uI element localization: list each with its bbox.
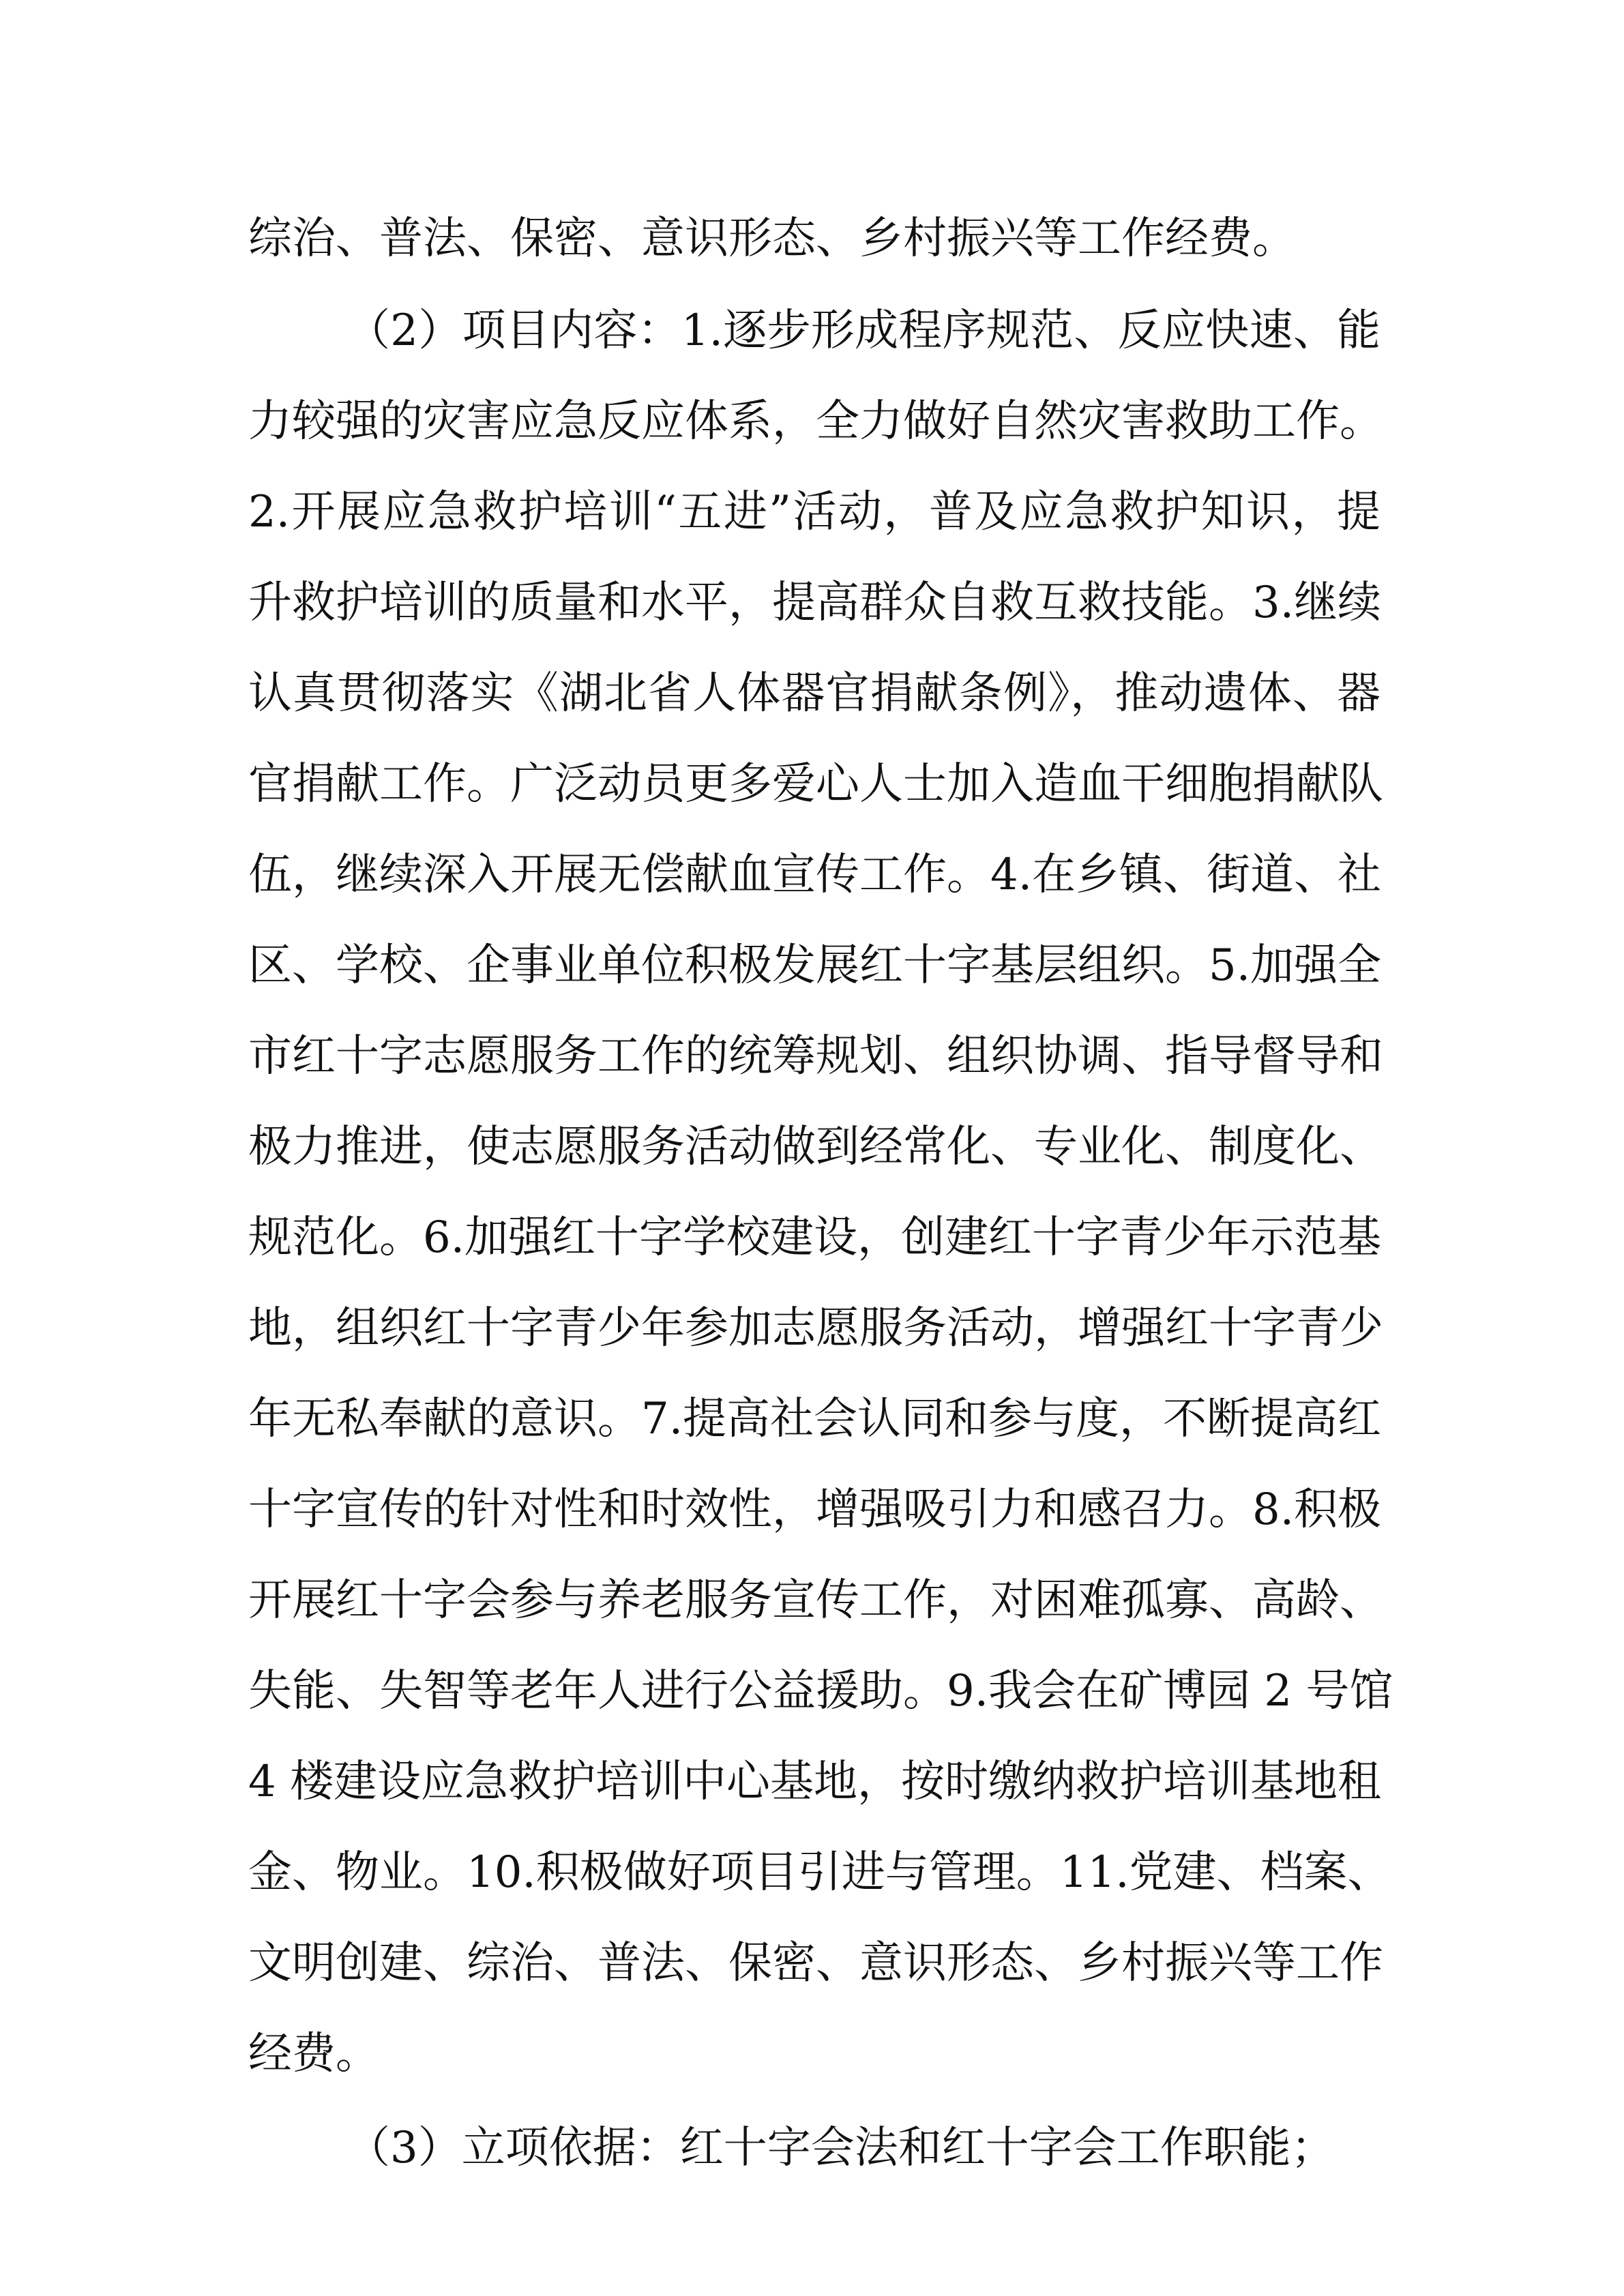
text-line: 升救护培训的质量和水平，提高群众自救互救技能。3.继续 [248, 578, 1382, 628]
paragraph-line: （3）立项依据：红十字会法和红十字会工作职能； [346, 2123, 1335, 2173]
text-line: 综治、普法、保密、意识形态、乡村振兴等工作经费。 [248, 213, 1296, 264]
text-line: 地，组织红十字青少年参加志愿服务活动，增强红十字青少 [248, 1303, 1383, 1354]
text-line: 力较强的灾害应急反应体系，全力做好自然灾害救助工作。 [248, 396, 1383, 447]
text-line: 年无私奉献的意识。7.提高社会认同和参与度，不断提高红 [248, 1394, 1382, 1444]
text-line: 金、物业。10.积极做好项目引进与管理。11.党建、档案、 [248, 1847, 1391, 1898]
text-line: 官捐献工作。广泛动员更多爱心人士加入造血干细胞捐献队 [248, 759, 1383, 809]
text-line: 伍，继续深入开展无偿献血宣传工作。4.在乡镇、街道、社 [248, 850, 1382, 900]
text-line: 规范化。6.加强红十字学校建设，创建红十字青少年示范基 [248, 1212, 1382, 1263]
text-line: 开展红十字会参与养老服务宣传工作，对困难孤寡、高龄、 [248, 1575, 1383, 1626]
text-line: 失能、失智等老年人进行公益援助。9.我会在矿博园 2 号馆 [248, 1666, 1393, 1716]
text-line: 文明创建、综治、普法、保密、意识形态、乡村振兴等工作 [248, 1938, 1383, 1988]
text-line: 区、学校、企事业单位积极发展红十字基层组织。5.加强全 [248, 940, 1382, 991]
text-line: 十字宣传的针对性和时效性，增强吸引力和感召力。8.积极 [248, 1485, 1382, 1535]
text-line: 4 楼建设应急救护培训中心基地，按时缴纳救护培训基地租 [248, 1757, 1382, 1807]
text-line: 认真贯彻落实《湖北省人体器官捐献条例》，推动遗体、器 [248, 668, 1381, 719]
text-line: 经费。 [248, 2029, 379, 2079]
text-line: 2.开展应急救护培训“五进”活动，普及应急救护知识，提 [248, 487, 1381, 537]
text-line: 极力推进，使志愿服务活动做到经常化、专业化、制度化、 [248, 1122, 1383, 1172]
text-line: 市红十字志愿服务工作的统筹规划、组织协调、指导督导和 [248, 1031, 1383, 1082]
paragraph-line: （2）项目内容：1.逐步形成程序规范、反应快速、能 [346, 305, 1381, 356]
